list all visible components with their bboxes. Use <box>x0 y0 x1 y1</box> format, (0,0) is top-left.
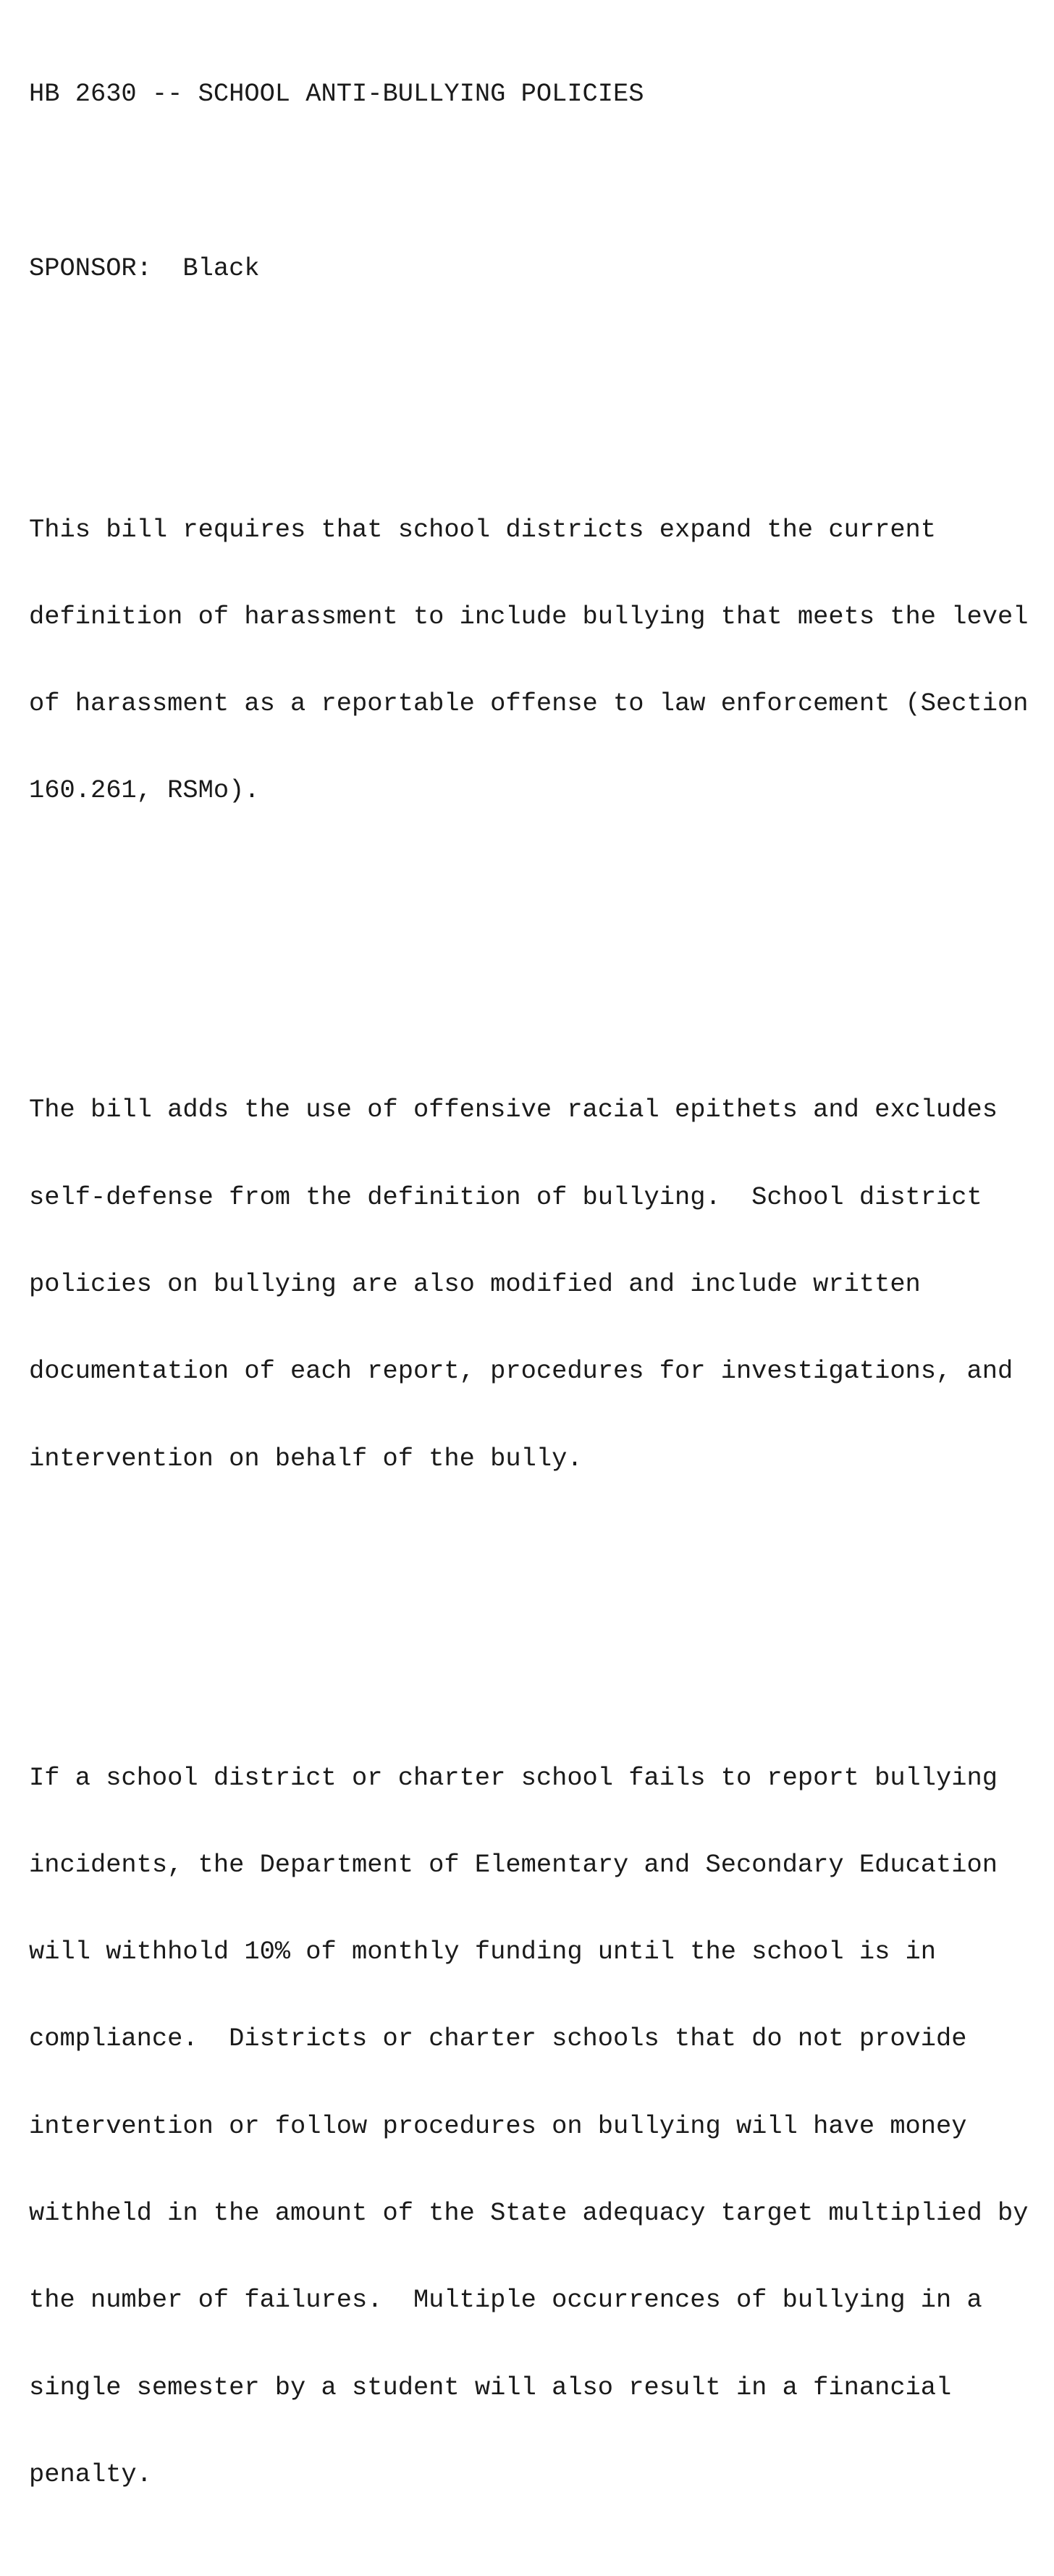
spacer <box>29 1589 1042 1618</box>
paragraph-line: definition of harassment to include bullying that meets the level <box>29 602 1029 631</box>
paragraph-line: This bill requires that school districts expand the current <box>29 515 937 544</box>
paragraph-line: self-defense from the definition of bullying. School district <box>29 1182 982 1212</box>
paragraph-line: the number of failures. Multiple occurrences of bullying in a <box>29 2286 982 2315</box>
paragraph-1 <box>29 457 1042 863</box>
paragraph-3 <box>29 1705 1042 2547</box>
paragraph-line: policies on bullying are also modified and include written <box>29 1270 921 1300</box>
paragraph-line: of harassment as a reportable offense to law enforcement (Section <box>29 689 1029 719</box>
paragraph-line: If a school district or charter school fails to report bullying <box>29 1763 998 1793</box>
spacer <box>29 167 1042 195</box>
paragraph-line: incidents, the Department of Elementary and Secondary Education <box>29 1850 998 1880</box>
spacer <box>29 341 1042 370</box>
paragraph-line: documentation of each report, procedures for investigations, and <box>29 1357 1013 1386</box>
bill-title: HB 2630 -- SCHOOL ANTI-BULLYING POLICIES <box>29 80 644 109</box>
paragraph-line: The bill adds the use of offensive racial epithets and excludes <box>29 1095 998 1125</box>
paragraph-2 <box>29 1037 1042 1531</box>
sponsor-line: SPONSOR: Black <box>29 253 260 283</box>
paragraph-line: 160.261, RSMo). <box>29 776 260 806</box>
paragraph-line: intervention on behalf of the bully. <box>29 1444 583 1473</box>
spacer <box>29 922 1042 951</box>
paragraph-line: withheld in the amount of the State adequacy target multiplied by <box>29 2199 1029 2228</box>
bill-summary-document <box>29 22 1042 2576</box>
paragraph-line: compliance. Districts or charter schools that do not provide <box>29 2024 967 2054</box>
paragraph-line: intervention or follow procedures on bullying will have money <box>29 2111 967 2141</box>
paragraph-line: single semester by a student will also result in a financial <box>29 2373 952 2402</box>
paragraph-line: penalty. <box>29 2459 152 2489</box>
paragraph-line: will withhold 10% of monthly funding until the school is in <box>29 1937 937 1967</box>
